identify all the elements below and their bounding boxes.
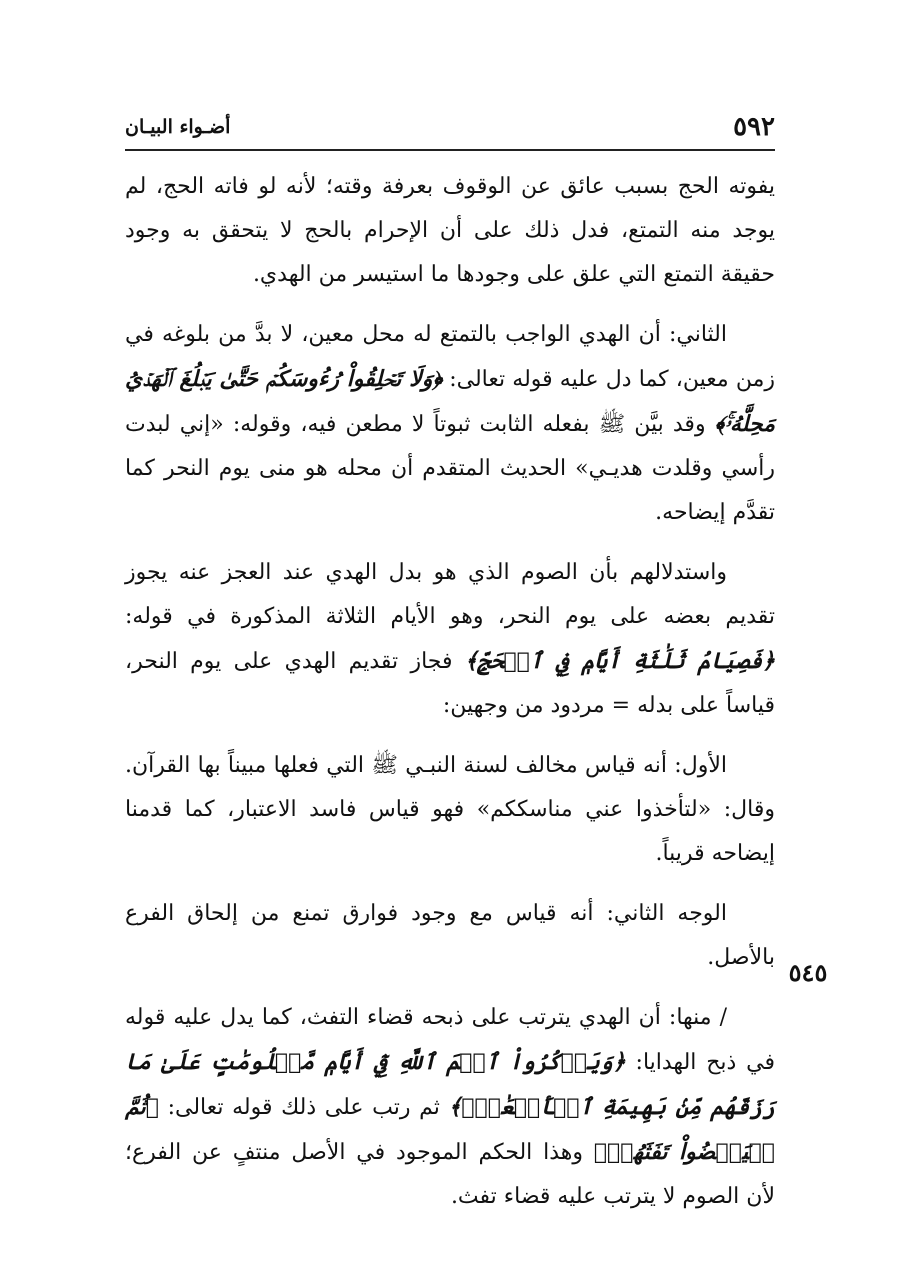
paragraph-text: الأول: أنه قياس مخالف لسنة النبـي ﷺ التي فعلها مبيناً بها القرآن. وقال: «لتأخذوا عني مناسككم» فهو قياس فاسد الاعتبار، كما قدمنا إيضاحه قريباً. [125,753,775,866]
margin-reference-number: ٥٤٥ [788,958,828,987]
paragraph-text: يفوته الحج بسبب عائق عن الوقوف بعرفة وقته؛ لأنه لو فاته الحج، لم يوجد منه التمتع، فدل ذلك على أن الإحرام بالحج لا يتحقق به وجود حقيقة التمتع التي علق على وجودها ما استيسر من الهدي. [125,174,775,287]
paragraph-4 [125,744,775,876]
paragraph-text: الثاني: أن الهدي الواجب بالتمتع له محل معين، لا بدَّ من بلوغه في زمن معين، كما دل عليه قوله تعالى: [125,322,775,392]
quran-verse: ﴿وَيَذۡكُرُواْ ٱسۡمَ ٱللَّهِ فِيٓ أَيَّامٖ مَّعۡلُومَٰتٍ عَلَىٰ مَا رَزَقَهُم مِّنۢ بَهِيمَةِ ٱلۡأَنۡعَٰمِۖ﴾ [125,1049,775,1120]
paragraph-3 [125,551,775,728]
paragraph-text: / منها: أن الهدي يترتب على ذبحه قضاء التفث، كما يدل عليه قوله في ذبح الهدايا: [125,1005,776,1075]
paragraph-text: وهذا الحكم الموجود في الأصل منتفٍ عن الفرع؛ لأن الصوم لا يترتب عليه قضاء تفث. [125,1140,775,1209]
paragraph-2 [125,313,775,535]
page-number: ٥٩٢ [733,112,775,142]
paragraph-text: ثم رتب على ذلك قوله تعالى: [158,1095,449,1120]
quran-verse: ﴿فَصِيَامُ ثَلَٰثَةِ أَيَّامٖ فِي ٱلۡحَجِّ﴾ [464,648,776,674]
paragraph-5 [125,892,775,980]
paragraph-text: فجاز تقديم الهدي على يوم النحر، قياساً على بدله = مردود من وجهين: [125,649,775,718]
book-title: أضـواء البيـان [125,116,231,138]
header-divider [125,149,775,151]
paragraph-text: وقد بيَّن ﷺ بفعله الثابت ثبوتاً لا مطعن فيه، وقوله: «إني لبدت رأسي وقلدت هديـي» الحديث المتقدم أن محله هو منى يوم النحر كما تقدَّم إيضاحه. [125,412,775,525]
page-header [125,108,775,148]
quran-verse: ﴿ثُمَّ لۡيَقۡضُواْ تَفَثَهُمۡ﴾ [125,1094,775,1165]
paragraph-1 [125,165,775,297]
body-text [125,165,775,1235]
paragraph-text: الوجه الثاني: أنه قياس مع وجود فوارق تمنع من إلحاق الفرع بالأصل. [125,901,775,970]
paragraph-text: واستدلالهم بأن الصوم الذي هو بدل الهدي عند العجز عنه يجوز تقديم بعضه على يوم النحر، وهو الأيام الثلاثة المذكورة في قوله: [125,560,775,629]
quran-verse: ﴿وَلَا تَحۡلِقُواْ رُءُوسَكُمۡ حَتَّىٰ يَبۡلُغَ ٱلۡهَدۡيُ مَحِلَّهُۥۚ﴾ [125,366,775,437]
paragraph-6 [125,996,775,1219]
